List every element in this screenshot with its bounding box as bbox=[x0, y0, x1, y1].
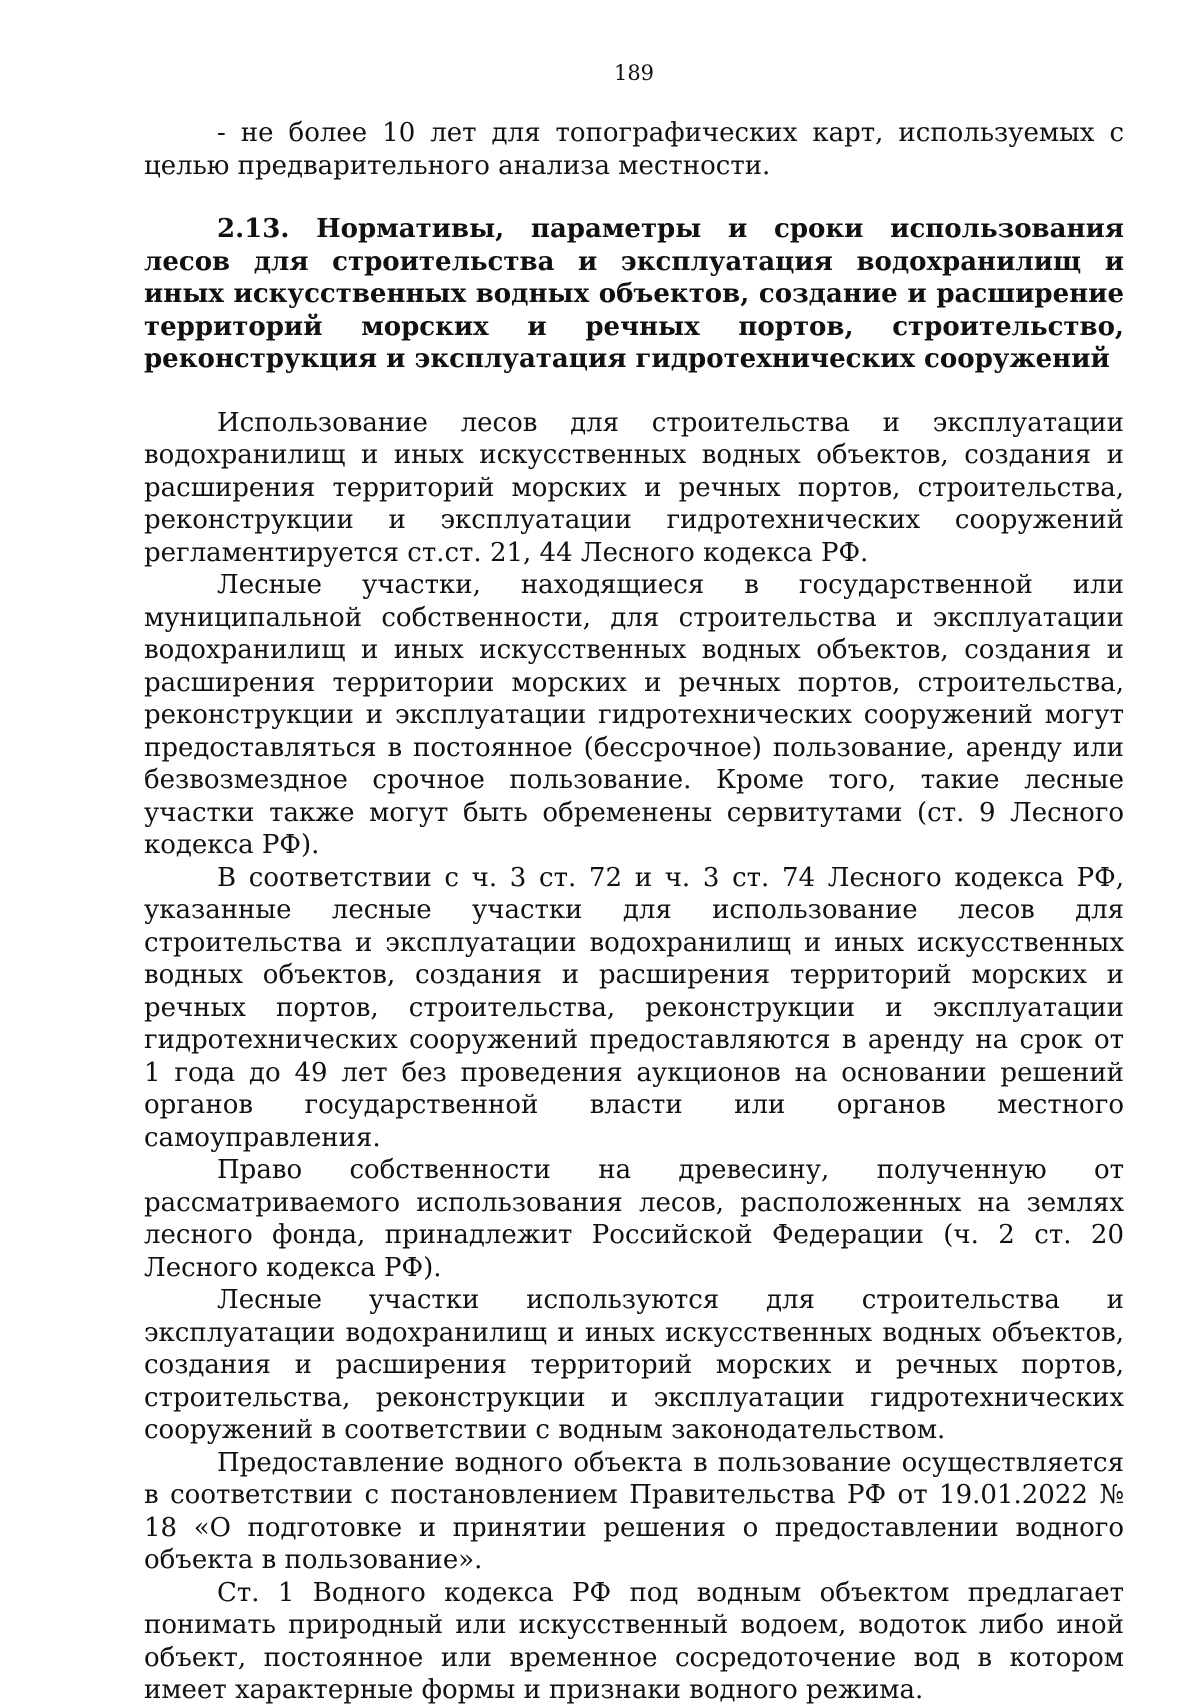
body-paragraph-5: Лесные участки используются для строительства и эксплуатации водохранилищ и иных искусственных водных объектов, создания и расширения территорий морских и речных портов, строительства, реконструкции и эксплуатации гидротехнических сооружений в соответствии с водным законодательством. bbox=[144, 1285, 1124, 1445]
intro-paragraph: - не более 10 лет для топографических карт, используемых с целью предварительного анализа местности. bbox=[144, 118, 1124, 181]
body-paragraph-3: В соответствии с ч. 3 ст. 72 и ч. 3 ст. 74 Лесного кодекса РФ, указанные лесные участки для использование лесов для строительства и эксплуатации водохранилищ и иных искусственных водных объектов, создания и расширения территорий морских и речных портов, строительства, реконструкции и эксплуатации гидротехнических сооружений предоставляются в аренду на срок от 1 года до 49 лет без проведения аукционов на основании решений органов государственной власти или органов местного самоуправления. bbox=[144, 862, 1124, 1153]
body-paragraph-1: Использование лесов для строительства и эксплуатации водохранилищ и иных искусственных водных объектов, создания и расширения территорий морских и речных портов, строительства, реконструкции и эксплуатации гидротехнических сооружений регламентируется ст.ст. 21, 44 Лесного кодекса РФ. bbox=[144, 407, 1124, 568]
body-paragraph-4: Право собственности на древесину, полученную от рассматриваемого использования лесов, расположенных на землях лесного фонда, принадлежит Российской Федерации (ч. 2 ст. 20 Лесного кодекса РФ). bbox=[144, 1155, 1124, 1283]
page-number: 189 bbox=[613, 61, 655, 85]
section-heading: 2.13. Нормативы, параметры и сроки использования лесов для строительства и эксплуатация водохранилищ и иных искусственных водных объектов, создание и расширение территорий морских и речных портов, строительство, реконструкция и эксплуатация гидротехнических сооружений bbox=[144, 214, 1124, 374]
body-paragraph-7: Ст. 1 Водного кодекса РФ под водным объектом предлагает понимать природный или искусственный водоем, водоток либо иной объект, постоянное или временное сосредоточение вод в котором имеет характерные формы и признаки водного режима. bbox=[144, 1577, 1124, 1705]
page-content bbox=[144, 117, 1124, 1707]
body-paragraph-6: Предоставление водного объекта в пользование осуществляется в соответствии с постановлением Правительства РФ от 19.01.2022 № 18 «О подготовке и принятии решения о предоставлении водного объекта в пользование». bbox=[144, 1447, 1124, 1575]
body-paragraph-2: Лесные участки, находящиеся в государственной или муниципальной собственности, для строительства и эксплуатации водохранилищ и иных искусственных водных объектов, создания и расширения территории морских и речных портов, строительства, реконструкции и эксплуатации гидротехнических сооружений могут предоставляться в постоянное (бессрочное) пользование, аренду или безвозмездное срочное пользование. Кроме того, такие лесные участки также могут быть обременены сервитутами (ст. 9 Лесного кодекса РФ). bbox=[144, 570, 1124, 860]
